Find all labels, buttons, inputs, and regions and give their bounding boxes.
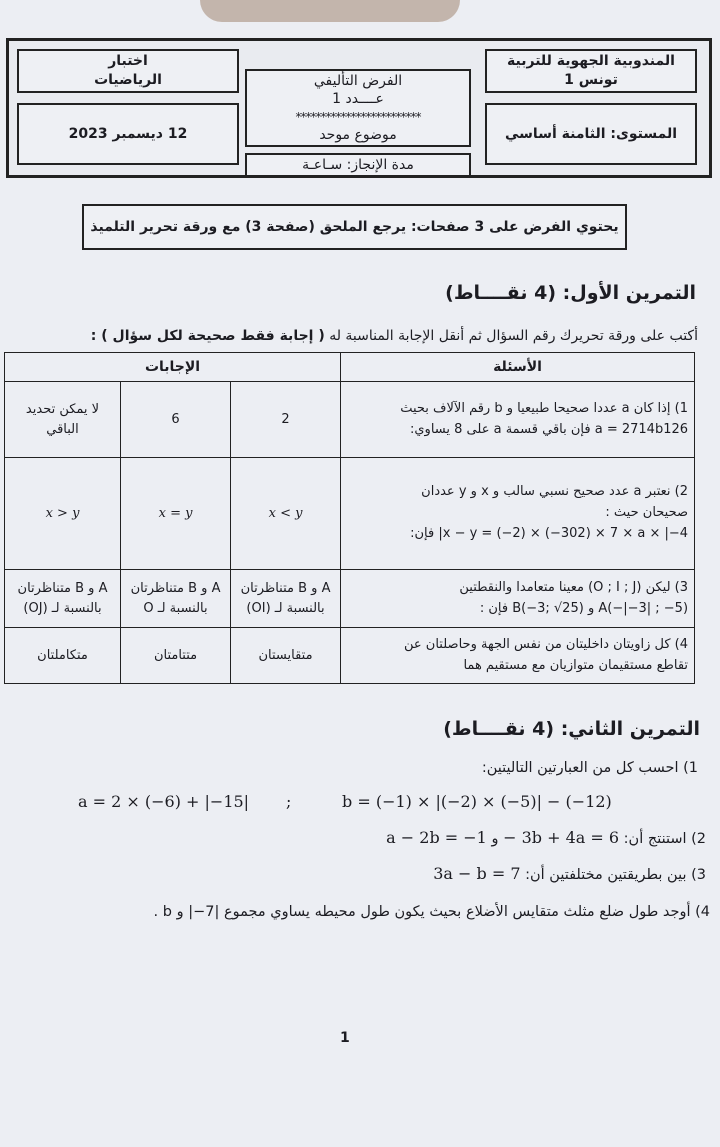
exercise2-q3 — [433, 864, 706, 883]
institution-box — [485, 49, 697, 93]
question-1 — [341, 382, 695, 458]
expression-b: b = (−1) × |(−2) × (−5)| − (−12) — [342, 792, 612, 811]
exercise1-instruction — [91, 328, 698, 344]
exercise1-title: التمرين الأول: (4 نقــــاط) — [445, 282, 696, 304]
level-label: المستوى: الثامنة أساسي — [505, 125, 678, 142]
duration: مدة الإنجاز: سـاعـة — [302, 156, 414, 173]
answer-2-c: x > y — [5, 458, 121, 570]
question-2-line1: 2) نعتبر a عدد صحيح نسبي سالب و x و y عددان — [421, 484, 689, 500]
answer-2-a: x < y — [231, 458, 341, 570]
expressions-row — [78, 792, 638, 816]
question-3-line2: A(−|−3| ; −5) و B(−3; √25) فإن : — [479, 600, 689, 616]
unified-subject: موضوع موحد — [319, 126, 397, 143]
star-divider: ************************* — [295, 110, 421, 125]
answer-1-a: 2 — [231, 382, 341, 458]
exam-date: 12 ديسمبر 2023 — [68, 125, 188, 142]
instruction-bold: ( إجابة فقط صحيحة لكل سؤال ) : — [90, 328, 325, 344]
answer-4-b: متتامتان — [121, 628, 231, 684]
question-2-line2: صحيحان حيث : — [605, 505, 689, 521]
q2-equation-2: a − 2b = −1 — [386, 828, 487, 847]
question-4 — [341, 628, 695, 684]
subject-type: اختبار — [108, 53, 148, 70]
institution-name: المندوبية الجهوية للتربية — [507, 53, 675, 70]
question-2 — [341, 458, 695, 570]
q2-equation-1: − 3b + 4a = 6 — [503, 828, 620, 847]
answer-4-c: متكاملتان — [5, 628, 121, 684]
answer-3-a: A و B متناظرتان بالنسبة لـ (OI) — [231, 570, 341, 628]
level-box — [485, 103, 697, 165]
duration-box — [245, 153, 471, 177]
answer-3-b: A و B متناظرتان بالنسبة لـ O — [121, 570, 231, 628]
q2-text: 2) استنتج أن: — [623, 831, 706, 847]
exercise2-q4: 4) أوجد طول ضلع مثلث متقايس الأضلاع بحيث يكون طول محيطه يساوي مجموع |7−| و b . — [153, 904, 710, 920]
notice-box — [82, 204, 627, 250]
mcq-table — [4, 352, 695, 684]
table-row — [5, 570, 695, 628]
exercise2-title: التمرين الثاني: (4 نقــــاط) — [443, 718, 700, 740]
exam-type: الفرض التأليفي — [313, 72, 403, 89]
answer-3-c: A و B متناظرتان بالنسبة لـ (OJ) — [5, 570, 121, 628]
instruction-text: أكتب على ورقة تحريرك رقم السؤال ثم أنقل الإجابة المناسبة له — [324, 328, 698, 344]
answers-header: الإجابات — [5, 353, 341, 382]
date-box — [17, 103, 239, 165]
question-4-line1: 4) كل زاويتان داخليتان من نفس الجهة وحاصلتان عن — [404, 636, 689, 652]
question-1-line2: a = 2714b126 فإن باقي قسمة a على 8 يساوي: — [409, 421, 689, 437]
exercise2-q1: 1) احسب كل من العبارتين التاليتين: — [481, 760, 698, 776]
q3-text: 3) بين بطريقتين مختلفتين أن: — [525, 867, 706, 883]
table-row — [5, 628, 695, 684]
header-frame — [6, 38, 712, 178]
table-header-row — [5, 353, 695, 382]
exam-box — [245, 69, 471, 147]
subject-name: الرياضيات — [94, 72, 162, 88]
expression-a: a = 2 × (−6) + |−15| — [78, 792, 250, 811]
notice-text: يحتوي الفرض على 3 صفحات: يرجع الملحق (صفحة 3) مع ورقة تحرير التلميذ — [90, 219, 619, 235]
table-row — [5, 382, 695, 458]
questions-header: الأسئلة — [341, 353, 695, 382]
answer-2-b: x = y — [121, 458, 231, 570]
photo-shadow — [200, 0, 460, 22]
institution-region: تونس 1 — [564, 72, 618, 88]
answer-1-b: 6 — [121, 382, 231, 458]
question-2-line3: x − y = (−2) × (−302) × 7 × a × |−4| فإن: — [410, 525, 689, 541]
exercise2-q2 — [386, 828, 706, 847]
expression-separator: ; — [286, 792, 292, 811]
question-4-line2: تقاطع مستقيمان متوازيان مع مستقيم هما — [463, 657, 689, 673]
answer-4-a: متقايستان — [231, 628, 341, 684]
q3-equation: 3a − b = 7 — [433, 864, 521, 883]
question-3-line1: 3) ليكن (O ; I ; J) معينا متعامدا والنقطتين — [459, 579, 689, 595]
subject-box — [17, 49, 239, 93]
answer-1-c: لا يمكن تحديد الباقي — [5, 382, 121, 458]
page-number: 1 — [340, 1030, 350, 1046]
table-row — [5, 458, 695, 570]
question-3 — [341, 570, 695, 628]
exam-number: عــــدد 1 — [332, 91, 384, 108]
question-1-line1: 1) إذا كان a عددا صحيحا طبيعيا و b رقم الآلاف بحيث — [400, 400, 689, 416]
q2-and: و — [491, 831, 499, 847]
